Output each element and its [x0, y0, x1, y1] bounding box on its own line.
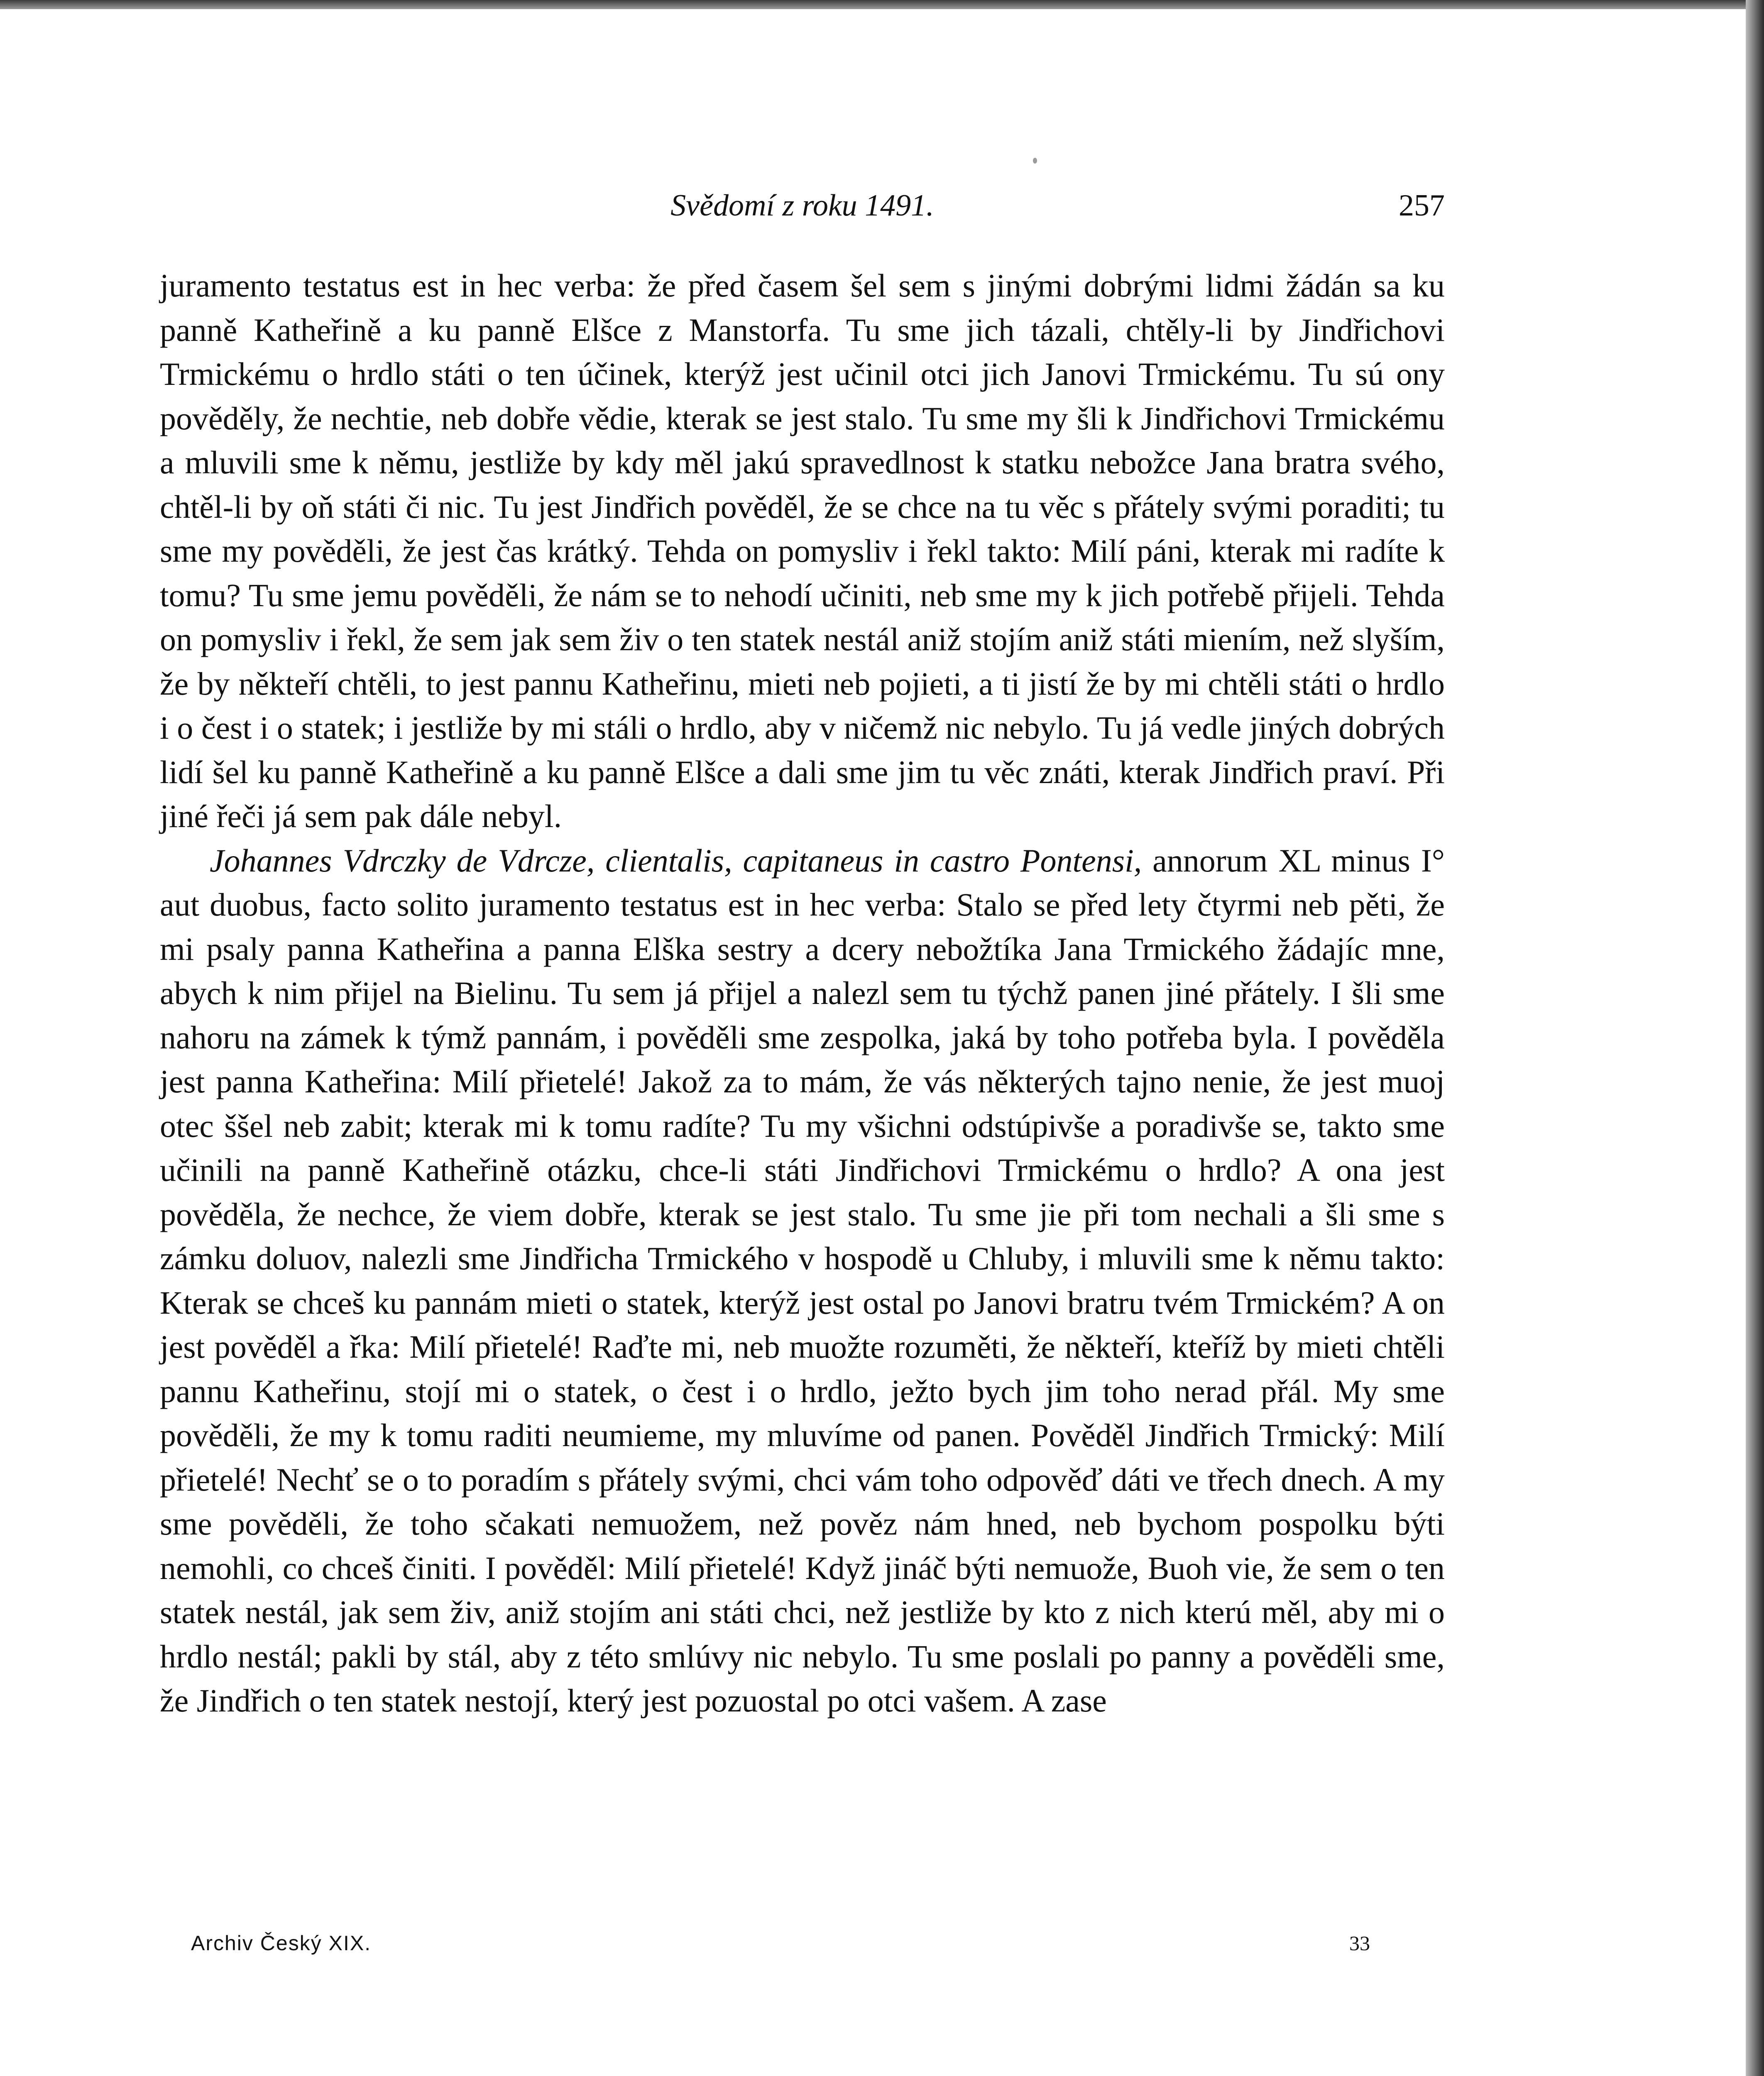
page-number: 257 [1399, 189, 1445, 223]
running-head [160, 183, 1445, 228]
paragraph [160, 839, 1445, 1723]
witness-name: Johannes Vdrczky de Vdrcze, clientalis, capitaneus in castro Pontensi, [210, 842, 1142, 879]
paragraph-text: annorum XL minus I° aut duobus, facto solito juramento testatus est in hec verba: Stalo se před lety čtyrmi neb pěti, že mi psaly panna Katheřina a panna Elška sestry a dcery nebožtíka Jana Trmického žádajíc mne, abych k nim přijel na Bielinu. Tu sem já přijel a nalezl sem tu týchž panen jiné přátely. I šli sme nahoru na zámek k týmž pannám, i pověděli sme zespolka, jaká by toho potřeba byla. I pověděla jest panna Katheřina: Milí přietelé! Jakož za to mám, že vás některých tajno nenie, že jest muoj otec ššel neb zabit; kterak mi k tomu radíte? Tu my všichni odstúpivše a poradivše se, takto sme učinili na panně Katheřině otázku, chce-li státi Jindřichovi Trmickému o hrdlo? A ona jest pověděla, že nechce, že viem dobře, kterak se jest stalo. Tu sme jie při tom nechali a šli sme s zámku doluov, nalezli sme Jindřicha Trmického v hospodě u Chluby, i mluvili sme k němu takto: Kterak se chceš ku pannám mieti o statek, kterýž jest ostal po Janovi bratru tvém Trmickém? A on jest pověděl a řka: Milí přietelé! Raďte mi, neb muožte rozuměti, že někteří, kteříž by mieti chtěli pannu Katheřinu, stojí mi o statek, o čest i o hrdlo, ježto bych jim toho nerad přál. My sme pověděli, že my k tomu raditi neumieme, my mluvíme od panen. Pověděl Jindřich Trmický: Milí přietelé! Nechť se o to poradím s přátely svými, chci vám toho odpověď dáti ve třech dnech. A my sme pověděli, že toho sčakati nemuožem, než pověz nám hned, neb bychom pospolku býti nemohli, co chceš činiti. I pověděl: Milí přietelé! Když jináč býti nemuože, Buoh vie, že sem o ten statek nestál, jak sem živ, aniž stojím ani státi chci, než jestliže by kto z nich kterú měl, aby mi o hrdlo nestál; pakli by stál, aby z této smlúvy nic nebylo. Tu sme poslali po panny a pověděli sme, že Jindřich o ten statek nestojí, který jest pozuostal po otci vašem. A zase [160, 842, 1445, 1719]
paragraph: juramento testatus est in hec verba: že před časem šel sem s jinými dobrými lidmi žádán sa ku panně Katheřině a ku panně Elšce z Manstorfa. Tu sme jich tázali, chtěly-li by Jindřichovi Trmickému o hrdlo státi o ten účinek, kterýž jest učinil otci jich Janovi Trmickému. Tu sú ony pověděly, že nechtie, neb dobře vědie, kterak se jest stalo. Tu sme my šli k Jindřichovi Trmickému a mluvili sme k němu, jestliže by kdy měl jakú spravedlnost k statku nebožce Jana bratra svého, chtěl-li by oň státi či nic. Tu jest Jindřich pověděl, že se chce na tu věc s přátely svými poraditi; tu sme my pověděli, že jest čas krátký. Tehda on pomysliv i řekl takto: Milí páni, kterak mi radíte k tomu? Tu sme jemu pověděli, že nám se to nehodí učiniti, neb sme my k jich potřebě přijeli. Tehda on pomysliv i řekl, že sem jak sem živ o ten statek nestál aniž stojím aniž státi miením, než slyším, že by někteří chtěli, to jest pannu Katheřinu, mieti neb pojieti, a ti jistí že by mi chtěli státi o hrdlo i o čest i o statek; i jestliže by mi stáli o hrdlo, aby v ničemž nic nebylo. Tu já vedle jiných dobrých lidí šel ku panně Katheřině a ku panně Elšce a dali sme jim tu věc znáti, kterak Jindřich praví. Při jiné řeči já sem pak dále nebyl. [160, 267, 1445, 834]
scan-border-right [1746, 0, 1764, 2076]
scan-speck [1033, 158, 1037, 164]
sheet-number: 33 [1349, 1932, 1370, 1955]
page-footer [191, 1927, 1370, 1960]
scan-border-top [0, 0, 1764, 9]
running-title: Svědomí z roku 1491. [670, 189, 934, 223]
body-text [160, 264, 1445, 1723]
signature-mark: Archiv Český XIX. [191, 1932, 372, 1955]
